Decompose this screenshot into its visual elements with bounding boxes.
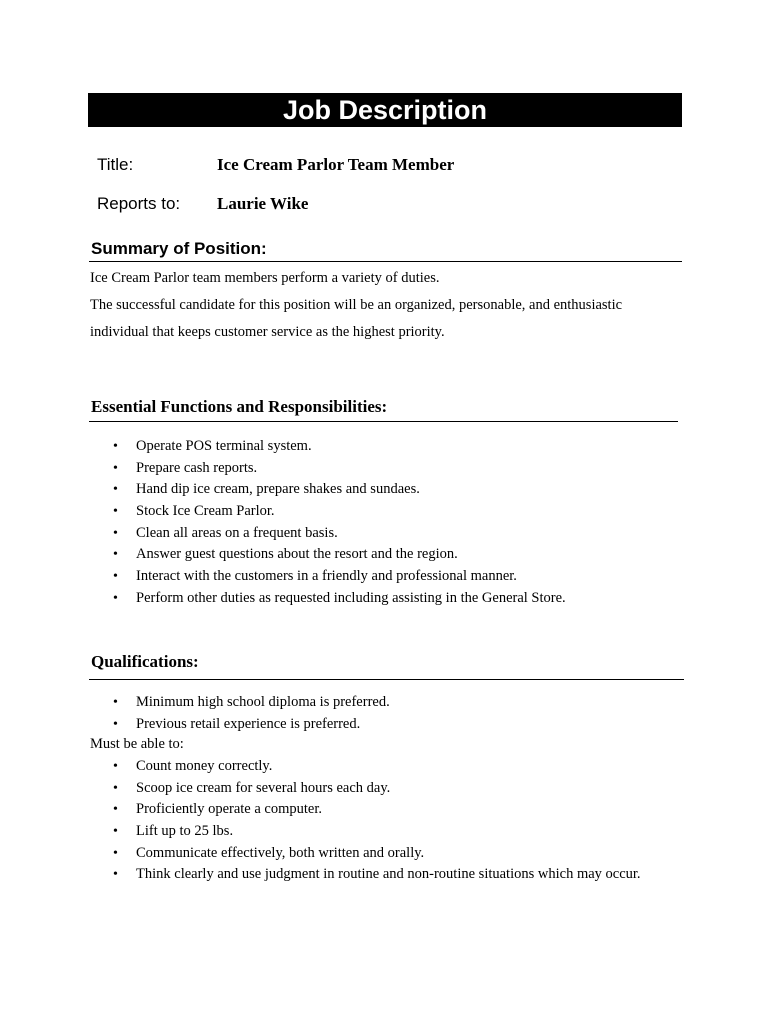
list-item-text: Minimum high school diploma is preferred.: [136, 694, 390, 710]
list-item-text: Perform other duties as requested including assisting in the General Store.: [136, 589, 566, 606]
list-item: [110, 821, 641, 843]
list-item-text: Previous retail experience is preferred.: [136, 715, 361, 732]
bullet-icon: •: [113, 780, 118, 796]
list-item: [110, 843, 641, 865]
bullet-icon: •: [113, 547, 118, 563]
list-item: [110, 799, 641, 821]
bullet-icon: •: [113, 569, 118, 585]
bullet-icon: •: [113, 439, 118, 454]
list-item: [110, 864, 641, 886]
list-item: [110, 756, 641, 778]
title-value: Ice Cream Parlor Team Member: [217, 155, 455, 174]
list-item: [110, 778, 641, 800]
list-item: [110, 692, 390, 714]
bullet-icon: •: [113, 824, 118, 840]
list-item: [110, 501, 566, 523]
list-item: [110, 544, 566, 566]
summary-divider: [89, 261, 682, 262]
page-title: Job Description: [88, 93, 682, 127]
list-item-text: Proficiently operate a computer.: [136, 801, 323, 818]
list-item-text: Scoop ice cream for several hours each day.: [136, 779, 391, 796]
bullet-icon: •: [113, 525, 118, 541]
essential-functions-heading: Essential Functions and Responsibilities:: [91, 397, 388, 416]
summary-line: Ice Cream Parlor team members perform a variety of duties.: [90, 270, 440, 286]
bullet-icon: •: [113, 802, 118, 818]
qualifications-divider: [89, 679, 684, 680]
bullet-icon: •: [113, 759, 118, 774]
bullet-icon: •: [113, 867, 118, 883]
list-item: [110, 479, 566, 501]
bullet-icon: •: [113, 504, 118, 520]
list-item: [110, 588, 566, 610]
list-item: [110, 714, 390, 736]
list-item: [110, 436, 566, 458]
bullet-icon: •: [113, 845, 118, 861]
list-item-text: Count money correctly.: [136, 758, 273, 774]
bullet-icon: •: [113, 482, 118, 498]
reports-to-value: Laurie Wike: [217, 194, 309, 213]
summary-line: The successful candidate for this position will be an organized, personable, and enthusiastic: [90, 297, 623, 313]
bullet-icon: •: [113, 695, 118, 710]
bullet-icon: •: [113, 716, 118, 732]
summary-line: individual that keeps customer service as the highest priority.: [90, 324, 445, 340]
qualifications-list: [110, 692, 390, 735]
list-item-text: Communicate effectively, both written and orally.: [136, 844, 425, 861]
list-item-text: Hand dip ice cream, prepare shakes and sundaes.: [136, 481, 420, 498]
must-be-able-to-label: Must be able to:: [90, 736, 184, 752]
essential-divider: [89, 421, 678, 422]
list-item-text: Answer guest questions about the resort and the region.: [136, 546, 458, 563]
essential-functions-list: [110, 436, 566, 610]
qualifications-heading: Qualifications:: [91, 652, 199, 671]
list-item-text: Prepare cash reports.: [136, 459, 258, 476]
list-item-text: Stock Ice Cream Parlor.: [136, 503, 275, 520]
title-label: Title:: [97, 155, 134, 174]
bullet-icon: •: [113, 590, 118, 606]
list-item-text: Operate POS terminal system.: [136, 438, 312, 454]
list-item-text: Lift up to 25 lbs.: [136, 823, 234, 840]
must-be-able-to-list: [110, 756, 641, 886]
list-item-text: Think clearly and use judgment in routine and non-routine situations which may occur.: [136, 866, 641, 883]
bullet-icon: •: [113, 460, 118, 476]
list-item: [110, 523, 566, 545]
summary-heading: Summary of Position:: [91, 239, 267, 258]
list-item: [110, 566, 566, 588]
reports-to-label: Reports to:: [97, 194, 181, 213]
list-item: [110, 458, 566, 480]
list-item-text: Interact with the customers in a friendly and professional manner.: [136, 568, 517, 585]
list-item-text: Clean all areas on a frequent basis.: [136, 524, 338, 541]
